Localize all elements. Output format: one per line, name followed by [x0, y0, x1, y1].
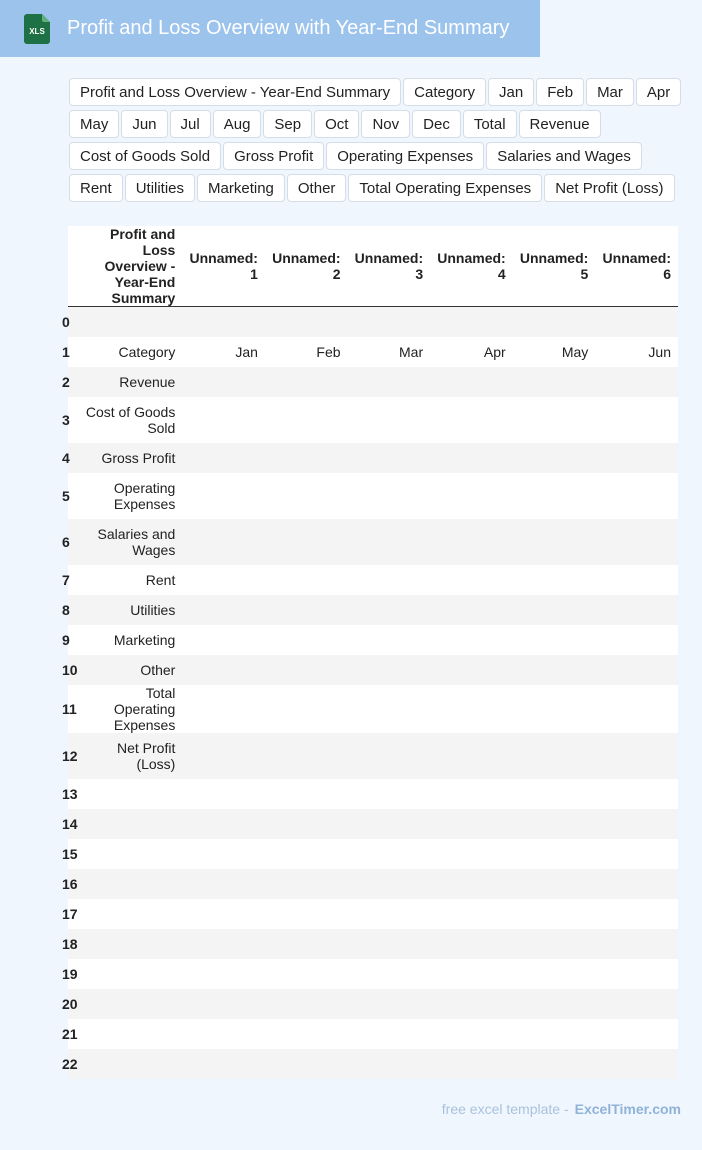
- table-cell: [513, 595, 596, 625]
- table-cell: [182, 397, 265, 443]
- table-cell: [430, 367, 513, 397]
- column-tags: [69, 78, 694, 206]
- table-cell: [348, 733, 431, 779]
- table-cell: [595, 519, 678, 565]
- row-index: 14: [68, 809, 78, 839]
- table-cell: [513, 473, 596, 519]
- table-row: [68, 733, 678, 779]
- table-cell: [182, 595, 265, 625]
- table-cell: [78, 899, 183, 929]
- table-cell: [78, 809, 183, 839]
- table-cell: Marketing: [78, 625, 183, 655]
- table-cell: Apr: [430, 337, 513, 367]
- table-cell: [513, 779, 596, 809]
- table-cell: [595, 929, 678, 959]
- column-tag[interactable]: Oct: [314, 110, 359, 138]
- table-cell: [348, 809, 431, 839]
- table-cell: [78, 307, 183, 337]
- table-cell: [513, 839, 596, 869]
- column-header: Profit and Loss Overview - Year-End Summary: [78, 226, 183, 307]
- table-cell: [430, 595, 513, 625]
- table-cell: [430, 809, 513, 839]
- table-cell: [595, 307, 678, 337]
- table-cell: [430, 869, 513, 899]
- table-cell: [348, 685, 431, 733]
- table-cell: Jan: [182, 337, 265, 367]
- table-cell: [182, 959, 265, 989]
- table-cell: [182, 685, 265, 733]
- column-tag[interactable]: Revenue: [519, 110, 601, 138]
- row-index: 0: [68, 307, 78, 337]
- xls-icon-label: XLS: [29, 26, 45, 36]
- table-cell: [513, 519, 596, 565]
- page-title: Profit and Loss Overview with Year-End Summary: [67, 17, 510, 39]
- table-cell: [430, 473, 513, 519]
- table-cell: [182, 655, 265, 685]
- column-header: Unnamed: 3: [348, 226, 431, 307]
- table-cell: [348, 307, 431, 337]
- table-cell: [78, 839, 183, 869]
- row-index: 8: [68, 595, 78, 625]
- table-cell: [513, 397, 596, 443]
- table-cell: [265, 733, 348, 779]
- table-cell: [430, 989, 513, 1019]
- table-cell: [595, 443, 678, 473]
- table-row: [68, 959, 678, 989]
- table-cell: [182, 443, 265, 473]
- row-index: 22: [68, 1049, 78, 1079]
- table-row: [68, 1049, 678, 1079]
- table-cell: [513, 443, 596, 473]
- table-cell: [348, 869, 431, 899]
- row-index: 17: [68, 899, 78, 929]
- table-cell: Mar: [348, 337, 431, 367]
- table-cell: [595, 1019, 678, 1049]
- table-cell: [430, 307, 513, 337]
- table-cell: [348, 1049, 431, 1079]
- table-cell: [348, 397, 431, 443]
- table-cell: [348, 959, 431, 989]
- table-cell: [182, 367, 265, 397]
- table-cell: [595, 1049, 678, 1079]
- column-tag[interactable]: Net Profit (Loss): [544, 174, 674, 202]
- table-cell: [265, 519, 348, 565]
- table-cell: [595, 685, 678, 733]
- column-tag[interactable]: Sep: [263, 110, 312, 138]
- table-cell: [78, 779, 183, 809]
- table-cell: [265, 443, 348, 473]
- column-tag[interactable]: Jul: [170, 110, 211, 138]
- table-cell: [265, 809, 348, 839]
- table-cell: [430, 397, 513, 443]
- table-cell: [513, 655, 596, 685]
- row-index: 5: [68, 473, 78, 519]
- table-cell: [513, 869, 596, 899]
- table-cell: Rent: [78, 565, 183, 595]
- table-row: [68, 397, 678, 443]
- row-index: 16: [68, 869, 78, 899]
- table-cell: [78, 869, 183, 899]
- table-cell: [595, 655, 678, 685]
- table-cell: [513, 959, 596, 989]
- table-cell: [430, 959, 513, 989]
- row-index: 11: [68, 685, 78, 733]
- table-cell: [348, 473, 431, 519]
- table-cell: [265, 959, 348, 989]
- row-index: 9: [68, 625, 78, 655]
- table-cell: [430, 655, 513, 685]
- column-header: Unnamed: 4: [430, 226, 513, 307]
- table-cell: [182, 733, 265, 779]
- column-tag[interactable]: Aug: [213, 110, 262, 138]
- table-row: [68, 307, 678, 337]
- row-index: 1: [68, 337, 78, 367]
- row-index: 15: [68, 839, 78, 869]
- row-index: 4: [68, 443, 78, 473]
- column-tag[interactable]: Total Operating Expenses: [348, 174, 542, 202]
- table-cell: [595, 473, 678, 519]
- table-cell: [595, 397, 678, 443]
- table-cell: Total Operating Expenses: [78, 685, 183, 733]
- table-cell: [595, 809, 678, 839]
- column-tag[interactable]: Total: [463, 110, 517, 138]
- table-cell: [513, 307, 596, 337]
- table-cell: [348, 625, 431, 655]
- table-row: [68, 685, 678, 733]
- column-tag[interactable]: Apr: [636, 78, 681, 106]
- table-header-row: [68, 226, 678, 307]
- table-cell: [265, 779, 348, 809]
- table-cell: [348, 655, 431, 685]
- table-cell: [595, 989, 678, 1019]
- table-cell: [182, 929, 265, 959]
- table-cell: [595, 367, 678, 397]
- table-cell: [513, 809, 596, 839]
- table-cell: [430, 899, 513, 929]
- column-tag[interactable]: Cost of Goods Sold: [69, 142, 221, 170]
- column-tag[interactable]: Jun: [121, 110, 167, 138]
- table-cell: [513, 367, 596, 397]
- table-cell: [595, 869, 678, 899]
- table-cell: Operating Expenses: [78, 473, 183, 519]
- table-row: [68, 655, 678, 685]
- table-cell: [595, 733, 678, 779]
- table-cell: [265, 625, 348, 655]
- table-cell: [430, 779, 513, 809]
- table-cell: [348, 519, 431, 565]
- column-tag[interactable]: Utilities: [125, 174, 195, 202]
- table-cell: [78, 1019, 183, 1049]
- column-tag[interactable]: Category: [403, 78, 486, 106]
- table-row: [68, 839, 678, 869]
- column-tag[interactable]: Mar: [586, 78, 634, 106]
- column-header: Unnamed: 5: [513, 226, 596, 307]
- table-row: [68, 625, 678, 655]
- table-cell: [595, 959, 678, 989]
- table-cell: [265, 839, 348, 869]
- table-cell: [182, 565, 265, 595]
- table-cell: [348, 367, 431, 397]
- row-index: 20: [68, 989, 78, 1019]
- table-cell: [265, 397, 348, 443]
- table-row: [68, 367, 678, 397]
- data-table: [62, 226, 678, 1079]
- row-index: 2: [68, 367, 78, 397]
- table-cell: Salaries and Wages: [78, 519, 183, 565]
- table-cell: [430, 565, 513, 595]
- table-row: [68, 929, 678, 959]
- row-index: 6: [68, 519, 78, 565]
- table-cell: May: [513, 337, 596, 367]
- table-row: [68, 779, 678, 809]
- table-cell: Category: [78, 337, 183, 367]
- table-cell: [265, 685, 348, 733]
- table-cell: [595, 565, 678, 595]
- table-cell: [430, 839, 513, 869]
- table-cell: [513, 625, 596, 655]
- table-cell: [78, 1049, 183, 1079]
- table-cell: Gross Profit: [78, 443, 183, 473]
- column-tag[interactable]: Other: [287, 174, 347, 202]
- table-cell: [595, 595, 678, 625]
- table-row: [68, 899, 678, 929]
- table-cell: [430, 685, 513, 733]
- table-cell: [265, 929, 348, 959]
- title-bar: [0, 0, 540, 57]
- table-cell: [430, 929, 513, 959]
- table-cell: Other: [78, 655, 183, 685]
- table-cell: Net Profit (Loss): [78, 733, 183, 779]
- table-cell: [348, 443, 431, 473]
- table-cell: [182, 1049, 265, 1079]
- table-cell: [513, 989, 596, 1019]
- table-cell: [182, 869, 265, 899]
- column-tag[interactable]: Marketing: [197, 174, 285, 202]
- table-cell: [182, 809, 265, 839]
- table-cell: [430, 519, 513, 565]
- column-tag[interactable]: Nov: [361, 110, 410, 138]
- table-cell: [265, 307, 348, 337]
- table-cell: [348, 595, 431, 625]
- column-header: Unnamed: 6: [595, 226, 678, 307]
- table-cell: [513, 1019, 596, 1049]
- table-cell: [265, 899, 348, 929]
- footer: [442, 1101, 681, 1117]
- table-cell: [265, 473, 348, 519]
- row-index: 7: [68, 565, 78, 595]
- row-index: 10: [68, 655, 78, 685]
- table-row: [68, 869, 678, 899]
- table-cell: [265, 1049, 348, 1079]
- table-cell: [513, 565, 596, 595]
- table-cell: [265, 655, 348, 685]
- column-tag[interactable]: Operating Expenses: [326, 142, 484, 170]
- column-tag[interactable]: Feb: [536, 78, 584, 106]
- table-row: [68, 443, 678, 473]
- table-cell: [265, 989, 348, 1019]
- table-cell: [348, 565, 431, 595]
- table-cell: [348, 1019, 431, 1049]
- table-cell: [595, 839, 678, 869]
- index-header: [68, 226, 78, 307]
- excel-file-icon: [24, 14, 50, 44]
- table-cell: [595, 899, 678, 929]
- column-header: Unnamed: 2: [265, 226, 348, 307]
- table-cell: [78, 989, 183, 1019]
- table-cell: [182, 779, 265, 809]
- footer-text: free excel template -: [441, 1101, 569, 1117]
- table-row: [68, 809, 678, 839]
- table-cell: [513, 1049, 596, 1079]
- table-cell: [182, 989, 265, 1019]
- table-row: [68, 989, 678, 1019]
- table-cell: [265, 1019, 348, 1049]
- table-cell: Jun: [595, 337, 678, 367]
- column-header: Unnamed: 1: [182, 226, 265, 307]
- row-index: 18: [68, 929, 78, 959]
- footer-brand-link[interactable]: ExcelTimer.com: [574, 1101, 681, 1117]
- table-cell: [430, 1049, 513, 1079]
- table-row: [68, 565, 678, 595]
- table-row: [68, 595, 678, 625]
- table-cell: [348, 989, 431, 1019]
- table-cell: [78, 959, 183, 989]
- table-cell: [182, 473, 265, 519]
- row-index: 13: [68, 779, 78, 809]
- column-tag[interactable]: Rent: [69, 174, 123, 202]
- table-cell: [182, 1019, 265, 1049]
- table-cell: [348, 839, 431, 869]
- row-index: 12: [68, 733, 78, 779]
- table-row: [68, 519, 678, 565]
- row-index: 19: [68, 959, 78, 989]
- table-cell: [595, 625, 678, 655]
- table-cell: Cost of Goods Sold: [78, 397, 183, 443]
- table-cell: [265, 595, 348, 625]
- table-cell: [182, 307, 265, 337]
- table-cell: [430, 733, 513, 779]
- table-cell: [182, 899, 265, 929]
- table-cell: [348, 779, 431, 809]
- table-row: [68, 473, 678, 519]
- table-cell: Revenue: [78, 367, 183, 397]
- table-cell: [513, 685, 596, 733]
- table-cell: [265, 869, 348, 899]
- column-tag[interactable]: Salaries and Wages: [486, 142, 642, 170]
- table-cell: [430, 625, 513, 655]
- table-cell: [182, 839, 265, 869]
- column-tag[interactable]: Jan: [488, 78, 534, 106]
- table-cell: [348, 899, 431, 929]
- row-index: 21: [68, 1019, 78, 1049]
- table-cell: [430, 1019, 513, 1049]
- table-cell: [182, 625, 265, 655]
- column-tag[interactable]: Profit and Loss Overview - Year-End Summary: [69, 78, 401, 106]
- table-cell: [348, 929, 431, 959]
- column-tag[interactable]: May: [69, 110, 119, 138]
- column-tag[interactable]: Dec: [412, 110, 461, 138]
- table-cell: [182, 519, 265, 565]
- table-row: [68, 337, 678, 367]
- table-cell: [513, 929, 596, 959]
- table-cell: Feb: [265, 337, 348, 367]
- table-row: [68, 1019, 678, 1049]
- table-cell: [430, 443, 513, 473]
- table-cell: [265, 367, 348, 397]
- spreadsheet-preview: [62, 226, 678, 1076]
- row-index: 3: [68, 397, 78, 443]
- table-cell: [513, 733, 596, 779]
- column-tag[interactable]: Gross Profit: [223, 142, 324, 170]
- table-cell: Utilities: [78, 595, 183, 625]
- table-cell: [265, 565, 348, 595]
- table-cell: [78, 929, 183, 959]
- table-cell: [595, 779, 678, 809]
- table-cell: [513, 899, 596, 929]
